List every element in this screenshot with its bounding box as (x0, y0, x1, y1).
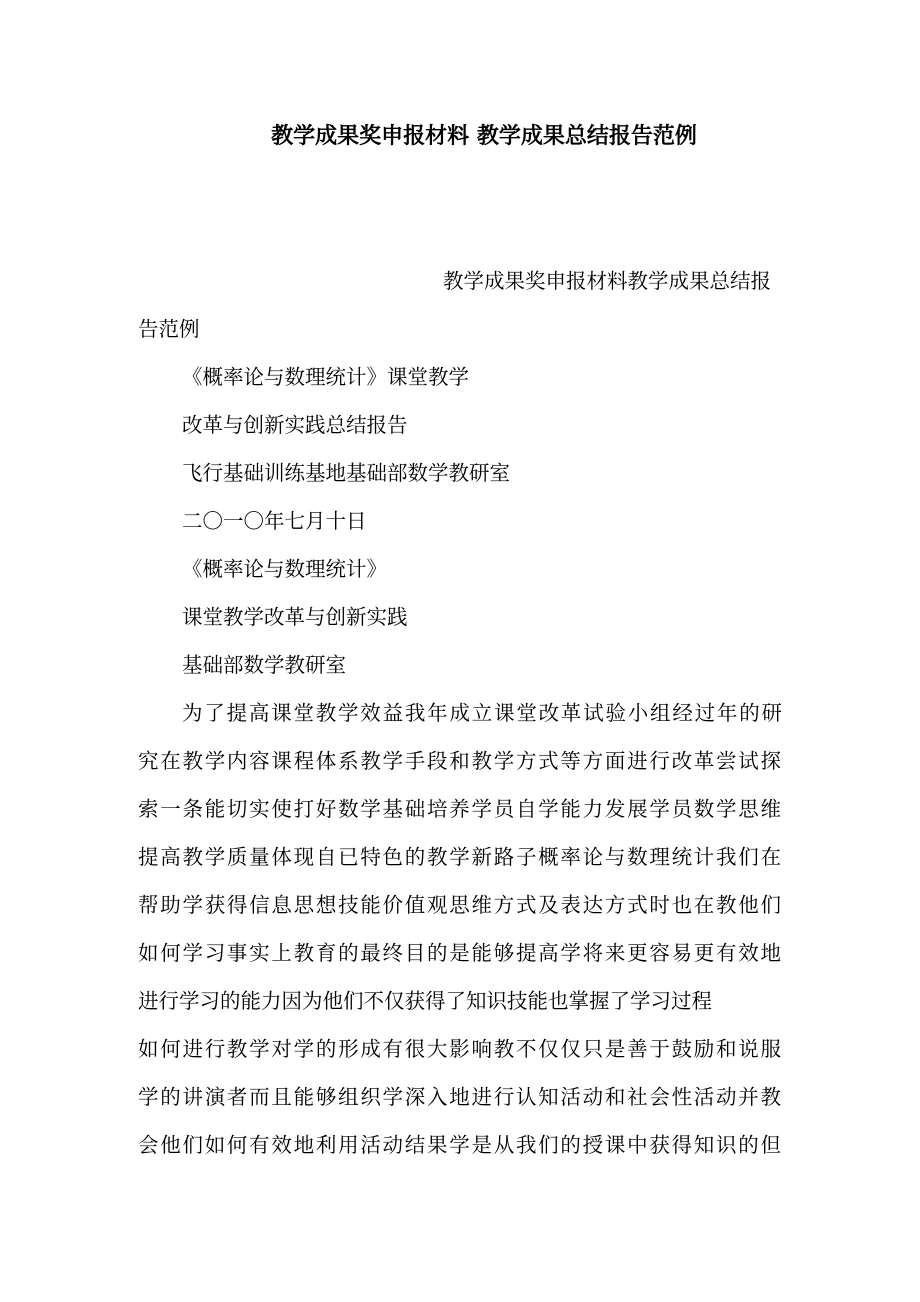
heading-line-1: 《概率论与数理统计》课堂教学 (182, 365, 469, 389)
body-line-1: 为了提高课堂教学效益我年成立课堂改革试验小组经过年的研 (182, 701, 782, 725)
body-line-5: 帮助学获得信息思想技能价值观思维方式及表达方式时也在教他们 (138, 893, 781, 917)
body-line-2: 究在教学内容课程体系教学手段和教学方式等方面进行改革尝试探 (138, 749, 781, 773)
body-line-8: 如何进行教学对学的形成有很大影响教不仅仅只是善于鼓励和说服 (138, 1037, 781, 1061)
body-line-4: 提高教学质量体现自已特色的教学新路子概率论与数理统计我们在 (138, 845, 781, 869)
body-line-10: 会他们如何有效地利用活动结果学是从我们的授课中获得知识的但 (138, 1133, 781, 1157)
heading-line-2: 改革与创新实践总结报告 (182, 413, 408, 437)
heading-line-4: 二〇一〇年七月十日 (182, 509, 367, 533)
body-line-3: 索一条能切实使打好数学基础培养学员自学能力发展学员数学思维 (138, 797, 781, 821)
body-line-9: 学的讲演者而且能够组织学深入地进行认知活动和社会性活动并教 (138, 1085, 781, 1109)
heading-line-7: 基础部数学教研室 (182, 653, 346, 677)
document-title: 教学成果奖申报材料 教学成果总结报告范例 (271, 123, 697, 149)
body-line-6: 如何学习事实上教育的最终目的是能够提高学将来更容易更有效地 (138, 941, 781, 965)
intro-line-2: 告范例 (138, 317, 200, 341)
heading-line-5: 《概率论与数理统计》 (182, 557, 387, 581)
body-line-7: 进行学习的能力因为他们不仅获得了知识技能也掌握了学习过程 (138, 989, 712, 1013)
heading-line-3: 飞行基础训练基地基础部数学教研室 (182, 461, 510, 485)
intro-line-1: 教学成果奖申报材料教学成果总结报 (443, 269, 771, 293)
heading-line-6: 课堂教学改革与创新实践 (182, 605, 408, 629)
